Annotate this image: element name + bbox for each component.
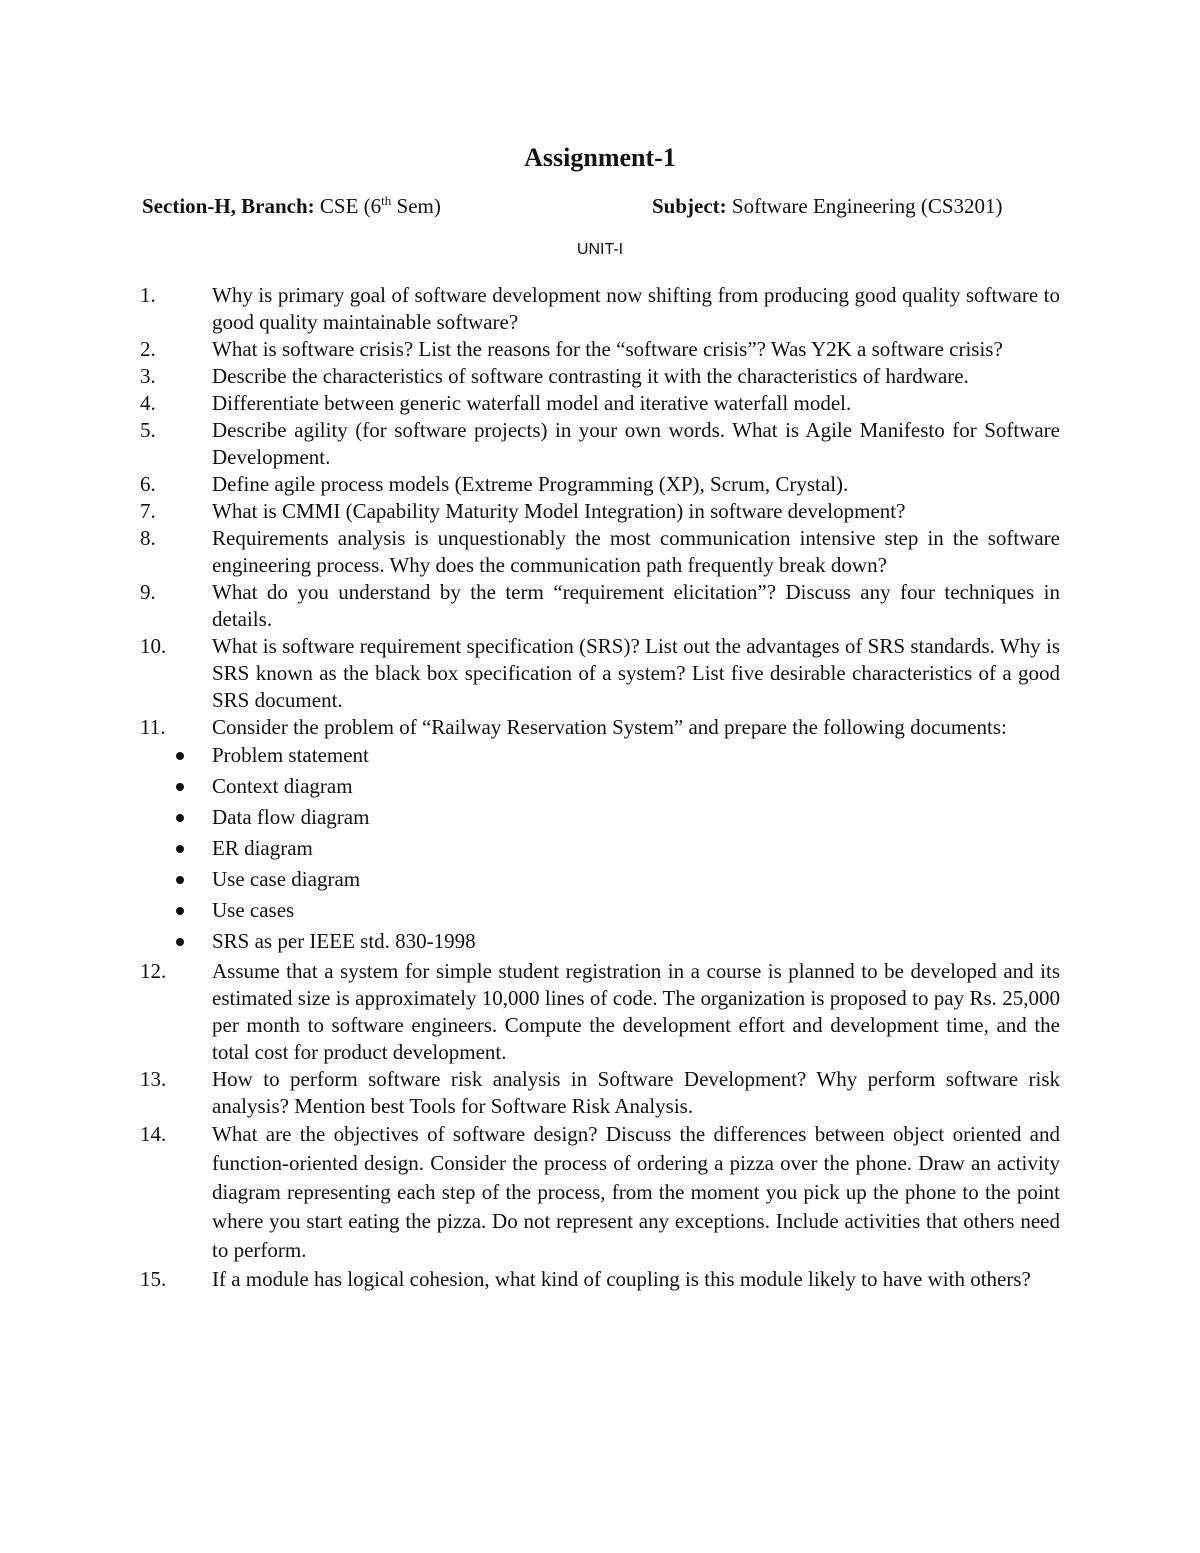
- bullet-dot: [176, 845, 184, 853]
- question-number: 13.: [140, 1067, 167, 1091]
- question-text: What are the objectives of software design? Discuss the differences between object oriented and function-oriented design. Consider the process of ordering a pizza over the phone. Draw an activity diagram representing each step of the process, from the moment you pick up the phone to the point where you start eating the pizza. Do not represent any exceptions. Include activities that others need to perform.: [212, 1122, 1060, 1262]
- question-text: Assume that a system for simple student registration in a course is planned to be developed and its estimated size is approximately 10,000 lines of code. The organization is proposed to pay Rs. 25,000 per month to software engineers. Compute the development effort and development time, and the total cost for product development.: [212, 959, 1060, 1064]
- branch-superscript: th: [381, 193, 392, 208]
- question-number: 2.: [140, 337, 156, 361]
- question-item: [140, 282, 1060, 336]
- question-number: 14.: [140, 1122, 167, 1146]
- question-number: 15.: [140, 1267, 167, 1291]
- bullet-text: ER diagram: [212, 836, 313, 860]
- bullet-item: [140, 741, 1060, 772]
- bullet-dot: [176, 752, 184, 760]
- question-text: What is software requirement specification (SRS)? List out the advantages of SRS standards. Why is SRS known as the black box specification of a system? List five desirable characteristics of a good SRS document.: [212, 634, 1060, 712]
- unit-heading: UNIT-I: [576, 241, 624, 258]
- question-number: 11.: [140, 715, 166, 739]
- subject-line: [652, 193, 1003, 220]
- question-item: [140, 363, 1060, 390]
- bullet-item: [140, 865, 1060, 896]
- section-branch-label: Section-H, Branch:: [142, 194, 315, 218]
- question-item: [140, 958, 1060, 1066]
- bullet-text: Data flow diagram: [212, 805, 370, 829]
- question-item: [140, 471, 1060, 498]
- question-text: Define agile process models (Extreme Programming (XP), Scrum, Crystal).: [212, 472, 849, 496]
- question-number: 12.: [140, 959, 167, 983]
- subject-value: Software Engineering (CS3201): [731, 194, 1003, 218]
- question-text: Describe the characteristics of software contrasting it with the characteristics of hardware.: [212, 364, 969, 388]
- question-item: [140, 1265, 1060, 1294]
- bullet-dot: [176, 783, 184, 791]
- question-text: Requirements analysis is unquestionably the most communication intensive step in the software engineering process. Why does the communication path frequently break down?: [212, 526, 1060, 577]
- question-list: [140, 282, 1060, 1294]
- question-item: [140, 633, 1060, 714]
- question-text: If a module has logical cohesion, what kind of coupling is this module likely to have with others?: [212, 1267, 1031, 1291]
- question-item: [140, 525, 1060, 579]
- question-item: [140, 417, 1060, 471]
- question-number: 7.: [140, 499, 156, 523]
- question-text: What is CMMI (Capability Maturity Model Integration) in software development?: [212, 499, 906, 523]
- question-item: [140, 390, 1060, 417]
- bullet-text: SRS as per IEEE std. 830-1998: [212, 929, 476, 953]
- question-text: What do you understand by the term “requirement elicitation”? Discuss any four techniques in details.: [212, 580, 1060, 631]
- question-item: [140, 714, 1060, 741]
- section-branch-line: [142, 193, 441, 220]
- question-text: Describe agility (for software projects) in your own words. What is Agile Manifesto for Software Development.: [212, 418, 1060, 469]
- question-number: 4.: [140, 391, 156, 415]
- question-number: 3.: [140, 364, 156, 388]
- branch-text: CSE (6: [319, 194, 382, 218]
- question-number: 1.: [140, 283, 156, 307]
- question-text: How to perform software risk analysis in Software Development? Why perform software risk analysis? Mention best Tools for Software Risk Analysis.: [212, 1067, 1060, 1118]
- bullet-dot: [176, 907, 184, 915]
- bullet-text: Use case diagram: [212, 867, 361, 891]
- question-text: Why is primary goal of software development now shifting from producing good quality software to good quality maintainable software?: [212, 283, 1060, 334]
- question-number: 9.: [140, 580, 156, 604]
- assignment-title: Assignment-1: [524, 143, 676, 172]
- bullet-item: [140, 772, 1060, 803]
- bullet-dot: [176, 814, 184, 822]
- bullet-item: [140, 834, 1060, 865]
- bullet-dot: [176, 938, 184, 946]
- question-item: [140, 336, 1060, 363]
- branch-text-end: Sem): [391, 194, 441, 218]
- question-item: [140, 1066, 1060, 1120]
- bullet-item: [140, 896, 1060, 927]
- question-text: Consider the problem of “Railway Reservation System” and prepare the following documents:: [212, 715, 1007, 739]
- subject-label: Subject:: [652, 194, 727, 218]
- bullet-item: [140, 803, 1060, 834]
- branch-value: [320, 194, 441, 218]
- question-number: 8.: [140, 526, 156, 550]
- question-number: 10.: [140, 634, 167, 658]
- question-number: 6.: [140, 472, 156, 496]
- question-item: [140, 1120, 1060, 1265]
- question-item: [140, 498, 1060, 525]
- question-number: 5.: [140, 418, 156, 442]
- question-text: Differentiate between generic waterfall model and iterative waterfall model.: [212, 391, 852, 415]
- bullet-text: Use cases: [212, 898, 295, 922]
- bullet-dot: [176, 876, 184, 884]
- bullet-text: Context diagram: [212, 774, 353, 798]
- question-text: What is software crisis? List the reasons for the “software crisis”? Was Y2K a software crisis?: [212, 337, 1003, 361]
- bullet-text: Problem statement: [212, 743, 369, 767]
- bullet-item: [140, 927, 1060, 958]
- question-item: [140, 579, 1060, 633]
